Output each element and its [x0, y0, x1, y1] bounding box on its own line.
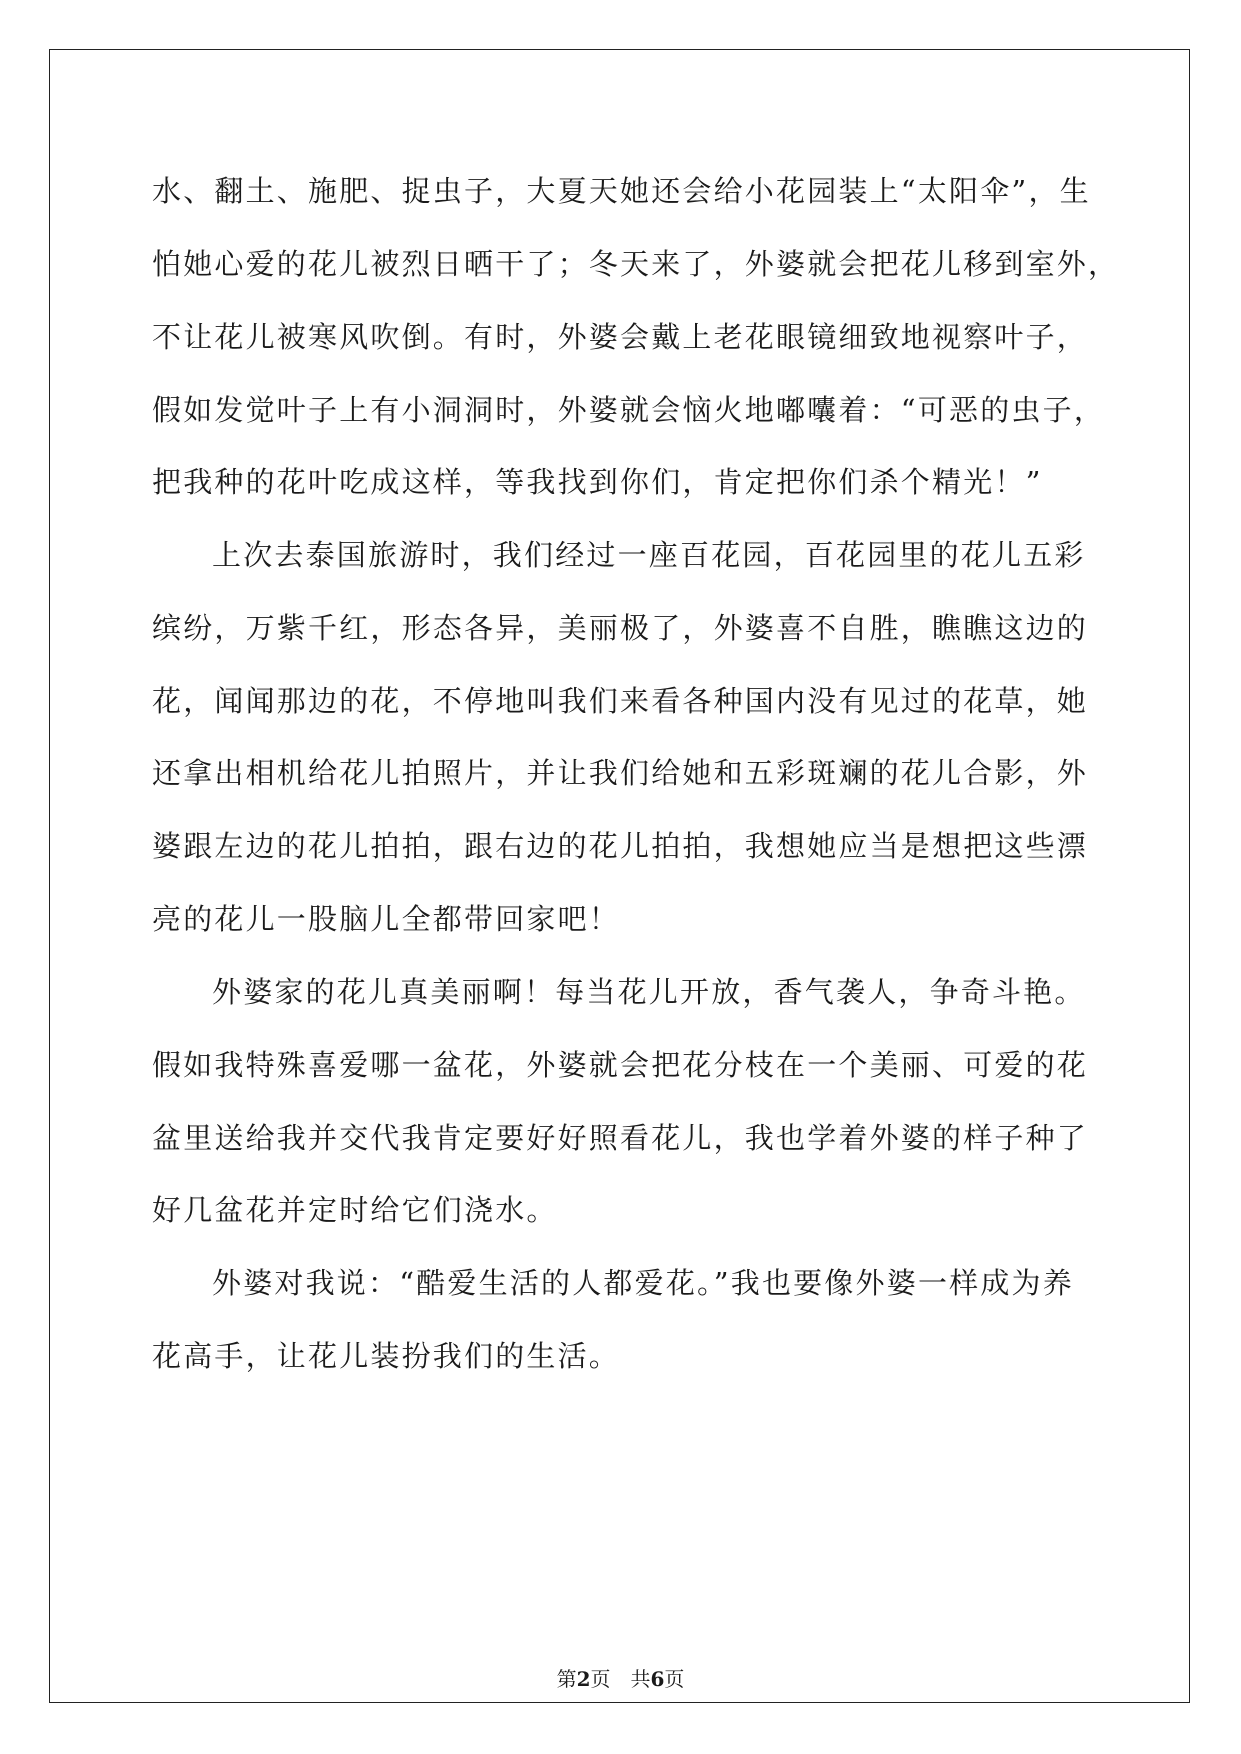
- text-line: 缤纷，万紫千红，形态各异，美丽极了，外婆喜不自胜，瞧瞧这边的: [152, 611, 1089, 645]
- page-label-prefix: 第: [556, 1667, 577, 1691]
- text-line: 假如我特殊喜爱哪一盆花，外婆就会把花分枝在一个美丽、可爱的花: [152, 1048, 1089, 1082]
- text-line: 亮的花儿一股脑儿全都带回家吧！: [152, 902, 621, 936]
- text-line: 把我种的花叶吃成这样，等我找到你们，肯定把你们杀个精光！”: [152, 465, 1043, 499]
- text-line: 上次去泰国旅游时，我们经过一座百花园，百花园里的花儿五彩: [212, 538, 1086, 572]
- text-line: 不让花儿被寒风吹倒。有时，外婆会戴上老花眼镜细致地视察叶子，: [152, 320, 1089, 354]
- page-label-mid: 页 共: [590, 1667, 651, 1691]
- text-line: 外婆家的花儿真美丽啊！每当花儿开放，香气袭人，争奇斗艳。: [212, 975, 1086, 1009]
- page-footer: [0, 1665, 1241, 1693]
- text-line: 婆跟左边的花儿拍拍，跟右边的花儿拍拍，我想她应当是想把这些漂: [152, 829, 1089, 863]
- total-page-number: 6: [650, 1667, 665, 1691]
- page-label-suffix: 页: [664, 1667, 685, 1691]
- text-line: 水、翻土、施肥、捉虫子，大夏天她还会给小花园装上“太阳伞”，生: [152, 174, 1091, 208]
- text-line: 还拿出相机给花儿拍照片，并让我们给她和五彩斑斓的花儿合影，外: [152, 756, 1089, 790]
- text-line: 好几盆花并定时给它们浇水。: [152, 1193, 558, 1227]
- current-page-number: 2: [576, 1667, 591, 1691]
- text-line: 花，闻闻那边的花，不停地叫我们来看各种国内没有见过的花草，她: [152, 684, 1089, 718]
- text-line: 怕她心爱的花儿被烈日晒干了；冬天来了，外婆就会把花儿移到室外，: [152, 247, 1120, 281]
- text-line: 外婆对我说：“酷爱生活的人都爱花。”我也要像外婆一样成为养: [212, 1266, 1074, 1300]
- text-line: 盆里送给我并交代我肯定要好好照看花儿，我也学着外婆的样子种了: [152, 1121, 1089, 1155]
- text-line: 假如发觉叶子上有小洞洞时，外婆就会恼火地嘟囔着：“可恶的虫子，: [152, 393, 1106, 427]
- text-line: 花高手，让花儿装扮我们的生活。: [152, 1339, 621, 1373]
- page-frame: [49, 49, 1190, 1703]
